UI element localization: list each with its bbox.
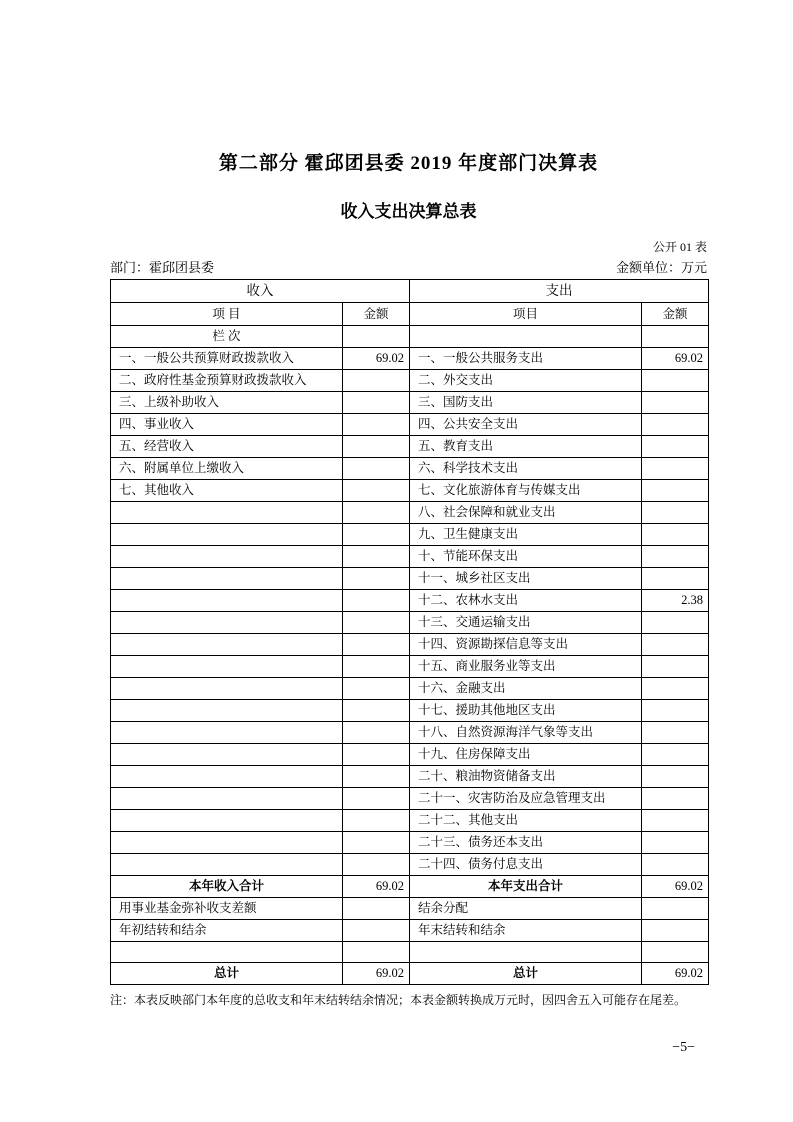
income-item-cell: 三、上级补助收入	[111, 392, 343, 414]
income-amount-cell	[343, 612, 410, 634]
income-item-cell	[111, 634, 343, 656]
income-amount-cell	[343, 502, 410, 524]
unit-label: 金额单位：万元	[615, 260, 707, 275]
income-item-cell	[111, 568, 343, 590]
table-row	[111, 502, 709, 524]
expense-amount-cell	[642, 788, 709, 810]
income-item-cell: 栏 次	[111, 326, 343, 348]
income-item-cell	[111, 766, 343, 788]
income-amount-cell: 69.02	[343, 348, 410, 370]
income-amount-cell	[343, 568, 410, 590]
income-amount-cell	[343, 414, 410, 436]
expense-item-cell: 年末结转和结余	[410, 920, 642, 942]
expense-amount-cell	[642, 392, 709, 414]
income-amount-cell: 69.02	[343, 876, 410, 898]
footnote: 注：本表反映部门本年度的总收支和年末结转结余情况；本表金额转换成万元时，因四舍五入可能存在尾差。	[110, 993, 687, 1007]
table-row	[111, 392, 709, 414]
table-row	[111, 436, 709, 458]
income-amount-cell	[343, 942, 410, 963]
table-row	[111, 568, 709, 590]
income-amount-cell: 69.02	[343, 963, 410, 985]
income-amount-cell	[343, 766, 410, 788]
expense-item-cell: 十二、农林水支出	[410, 590, 642, 612]
expense-item-cell: 二、外交支出	[410, 370, 642, 392]
expense-item-cell: 三、国防支出	[410, 392, 642, 414]
income-amount-cell	[343, 546, 410, 568]
expense-item-cell: 本年支出合计	[410, 876, 642, 898]
page-number: −5−	[672, 1039, 695, 1055]
income-item-cell	[111, 942, 343, 963]
expense-amount-cell	[642, 854, 709, 876]
table-row	[111, 766, 709, 788]
expense-item-cell: 十九、住房保障支出	[410, 744, 642, 766]
expense-item-cell: 十七、援助其他地区支出	[410, 700, 642, 722]
page-subtitle: 收入支出决算总表	[340, 202, 477, 221]
expense-item-cell: 十三、交通运输支出	[410, 612, 642, 634]
budget-summary-table	[110, 279, 709, 985]
expense-item-cell: 十五、商业服务业等支出	[410, 656, 642, 678]
income-item-cell	[111, 722, 343, 744]
table-row	[111, 920, 709, 942]
expense-amount-cell	[642, 502, 709, 524]
expense-amount-cell	[642, 722, 709, 744]
expense-amount-cell	[642, 898, 709, 920]
table-row	[111, 898, 709, 920]
income-amount-cell	[343, 854, 410, 876]
income-item-cell	[111, 612, 343, 634]
income-item-cell: 六、附属单位上缴收入	[111, 458, 343, 480]
table-row	[111, 876, 709, 898]
expense-item-cell: 一、一般公共服务支出	[410, 348, 642, 370]
department-label: 部门：霍邱团县委	[110, 260, 215, 275]
expense-section-header: 支出	[410, 280, 709, 303]
income-amount-cell	[343, 898, 410, 920]
table-row	[111, 546, 709, 568]
income-amount-cell	[343, 722, 410, 744]
expense-amount-cell	[642, 546, 709, 568]
table-row	[111, 326, 709, 348]
income-amount-cell	[343, 392, 410, 414]
expense-amount-cell	[642, 458, 709, 480]
income-amount-cell	[343, 744, 410, 766]
table-row	[111, 348, 709, 370]
expense-amount-cell	[642, 656, 709, 678]
expense-item-cell: 四、公共安全支出	[410, 414, 642, 436]
expense-amount-cell	[642, 920, 709, 942]
table-row	[111, 700, 709, 722]
expense-amount-cell	[642, 436, 709, 458]
income-item-cell: 一、一般公共预算财政拨款收入	[111, 348, 343, 370]
income-amount-column-header: 金额	[343, 303, 410, 326]
income-amount-cell	[343, 436, 410, 458]
income-item-cell	[111, 502, 343, 524]
income-item-cell: 总计	[111, 963, 343, 985]
expense-item-cell: 二十三、债务还本支出	[410, 832, 642, 854]
table-row	[111, 458, 709, 480]
income-amount-cell	[343, 788, 410, 810]
income-item-cell	[111, 832, 343, 854]
table-row	[111, 722, 709, 744]
income-item-cell: 四、事业收入	[111, 414, 343, 436]
income-item-cell	[111, 788, 343, 810]
income-amount-cell	[343, 370, 410, 392]
meta-line	[110, 257, 707, 276]
income-item-cell	[111, 656, 343, 678]
expense-item-cell: 二十一、灾害防治及应急管理支出	[410, 788, 642, 810]
income-amount-cell	[343, 524, 410, 546]
table-row	[111, 590, 709, 612]
table-row	[111, 524, 709, 546]
income-amount-cell	[343, 920, 410, 942]
form-code: 公开 01 表	[652, 240, 707, 254]
table-row	[111, 370, 709, 392]
expense-item-cell: 九、卫生健康支出	[410, 524, 642, 546]
expense-amount-cell	[642, 370, 709, 392]
income-item-cell: 用事业基金弥补收支差额	[111, 898, 343, 920]
expense-item-cell	[410, 942, 642, 963]
expense-item-cell	[410, 326, 642, 348]
expense-amount-cell	[642, 480, 709, 502]
income-item-cell	[111, 590, 343, 612]
table-row	[111, 963, 709, 985]
expense-item-cell: 结余分配	[410, 898, 642, 920]
expense-item-cell: 七、文化旅游体育与传媒支出	[410, 480, 642, 502]
income-amount-cell	[343, 700, 410, 722]
expense-item-cell: 八、社会保障和就业支出	[410, 502, 642, 524]
expense-item-cell: 二十四、债务付息支出	[410, 854, 642, 876]
income-item-cell	[111, 744, 343, 766]
income-item-cell	[111, 678, 343, 700]
expense-item-column-header: 项目	[410, 303, 642, 326]
table-row	[111, 480, 709, 502]
table-row	[111, 656, 709, 678]
expense-amount-cell	[642, 700, 709, 722]
expense-item-cell: 五、教育支出	[410, 436, 642, 458]
table-body	[111, 326, 709, 985]
income-amount-cell	[343, 590, 410, 612]
income-amount-cell	[343, 480, 410, 502]
table-row	[111, 810, 709, 832]
table-row	[111, 832, 709, 854]
income-item-cell	[111, 546, 343, 568]
income-item-cell: 本年收入合计	[111, 876, 343, 898]
expense-amount-column-header: 金额	[642, 303, 709, 326]
table-row	[111, 634, 709, 656]
table-row	[111, 788, 709, 810]
column-header-row	[111, 303, 709, 326]
expense-amount-cell: 2.38	[642, 590, 709, 612]
income-amount-cell	[343, 634, 410, 656]
expense-item-cell: 十八、自然资源海洋气象等支出	[410, 722, 642, 744]
table-header	[111, 280, 709, 326]
expense-amount-cell	[642, 414, 709, 436]
expense-amount-cell	[642, 634, 709, 656]
income-item-cell	[111, 700, 343, 722]
page-title: 第二部分 霍邱团县委 2019 年度部门决算表	[218, 153, 599, 174]
income-item-cell: 七、其他收入	[111, 480, 343, 502]
expense-amount-cell: 69.02	[642, 876, 709, 898]
income-item-cell	[111, 810, 343, 832]
table-row	[111, 744, 709, 766]
expense-item-cell: 十六、金融支出	[410, 678, 642, 700]
income-section-header: 收入	[111, 280, 410, 303]
expense-item-cell: 总计	[410, 963, 642, 985]
income-item-cell	[111, 854, 343, 876]
expense-amount-cell	[642, 568, 709, 590]
expense-amount-cell: 69.02	[642, 348, 709, 370]
expense-item-cell: 十一、城乡社区支出	[410, 568, 642, 590]
income-amount-cell	[343, 326, 410, 348]
income-item-cell: 年初结转和结余	[111, 920, 343, 942]
expense-amount-cell	[642, 326, 709, 348]
expense-amount-cell	[642, 612, 709, 634]
expense-item-cell: 二十、粮油物资储备支出	[410, 766, 642, 788]
expense-item-cell: 十四、资源勘探信息等支出	[410, 634, 642, 656]
section-header-row	[111, 280, 709, 303]
income-amount-cell	[343, 656, 410, 678]
expense-item-cell: 六、科学技术支出	[410, 458, 642, 480]
income-amount-cell	[343, 810, 410, 832]
income-item-cell: 二、政府性基金预算财政拨款收入	[111, 370, 343, 392]
expense-amount-cell	[642, 832, 709, 854]
expense-amount-cell	[642, 678, 709, 700]
table-row	[111, 678, 709, 700]
expense-amount-cell	[642, 524, 709, 546]
income-item-cell: 五、经营收入	[111, 436, 343, 458]
expense-item-cell: 二十二、其他支出	[410, 810, 642, 832]
table-row	[111, 414, 709, 436]
expense-amount-cell	[642, 766, 709, 788]
income-item-cell	[111, 524, 343, 546]
expense-amount-cell	[642, 942, 709, 963]
income-amount-cell	[343, 678, 410, 700]
expense-amount-cell	[642, 744, 709, 766]
table-row	[111, 942, 709, 963]
table-row	[111, 612, 709, 634]
income-amount-cell	[343, 458, 410, 480]
expense-amount-cell: 69.02	[642, 963, 709, 985]
expense-amount-cell	[642, 810, 709, 832]
income-item-column-header: 项 目	[111, 303, 343, 326]
expense-item-cell: 十、节能环保支出	[410, 546, 642, 568]
income-amount-cell	[343, 832, 410, 854]
table-row	[111, 854, 709, 876]
